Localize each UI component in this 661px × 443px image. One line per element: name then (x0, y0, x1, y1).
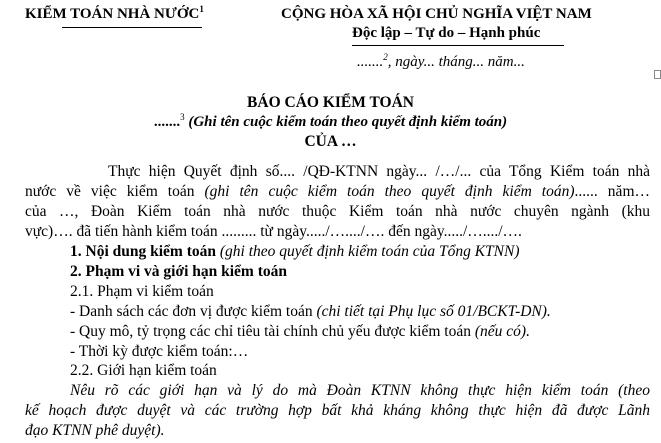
scope-item-2 (70, 323, 530, 341)
limit-line-2: kế hoạch được duyệt và các trường hợp bất khả kháng không thực hiện đã được Lãnh (25, 402, 650, 419)
agency-name (25, 6, 204, 23)
scope-item-2-note: (nếu có). (474, 323, 530, 340)
limit-line-3: đạo KTNN phê duyệt). (25, 422, 165, 439)
footnote-ref-1: 1 (199, 4, 204, 14)
section-1 (70, 243, 520, 261)
footnote-ref-3: 3 (180, 112, 185, 122)
section-1-note: (ghi theo quyết định kiểm toán của Tổng KTNN) (216, 243, 520, 260)
report-of: CỦA … (304, 133, 357, 150)
place-date-prefix: ....... (357, 54, 384, 70)
p1-line-1: Thực hiện Quyết định số.... /QĐ-KTNN ngày... /…/... của Tổng Kiểm toán nhà (108, 163, 650, 180)
scope-item-2-text: - Quy mô, tỷ trọng các chỉ tiêu tài chính chủ yếu được kiểm toán (70, 323, 475, 340)
country-title: CỘNG HÒA XÃ HỘI CHỦ NGHĨA VIỆT NAM (281, 6, 592, 22)
margin-marker-icon (654, 70, 661, 79)
agency-underline (62, 27, 202, 28)
national-motto: Độc lập – Tự do – Hạnh phúc (352, 25, 541, 41)
report-title: BÁO CÁO KIỂM TOÁN (247, 94, 414, 111)
footnote-ref-2: 2 (383, 52, 388, 62)
scope-item-3: - Thời kỳ được kiểm toán:… (70, 343, 249, 360)
place-date-text: , ngày... tháng... năm... (387, 54, 525, 70)
section-2-1-title: 2.1. Phạm vi kiểm toán (70, 283, 214, 300)
p1-line-2-note: (ghi tên cuộc kiểm toán theo quyết định kiểm toán) (204, 183, 575, 200)
motto-underline (352, 45, 564, 46)
p1-line-2 (25, 183, 650, 201)
scope-item-1-note: (chi tiết tại Phụ lục số 01/BCKT-DN). (316, 303, 551, 320)
limit-line-1: Nêu rõ các giới hạn và lý do mà Đoàn KTNN không thực hiện kiểm toán (theo (70, 382, 650, 399)
section-1-title: 1. Nội dung kiểm toán (70, 243, 216, 260)
p1-line-4: vực)…. đã tiến hành kiểm toán ......... từ ngày...../…..../…. đến ngày...../…..../…. (25, 223, 522, 240)
scope-item-1-text: - Danh sách các đơn vị được kiểm toán (70, 303, 317, 320)
section-2-2-title: 2.2. Giới hạn kiểm toán (70, 362, 217, 379)
subtitle-text: (Ghi tên cuộc kiểm toán theo quyết định kiểm toán) (184, 114, 508, 130)
place-date (357, 54, 525, 71)
section-2-title: 2. Phạm vi và giới hạn kiểm toán (70, 263, 287, 280)
p1-line-2-text: nước về việc kiểm toán (25, 183, 205, 200)
p1-line-2-tail: ...... năm… (574, 183, 650, 200)
subtitle-prefix: ....... (153, 114, 181, 130)
scope-item-1 (70, 303, 551, 321)
report-subtitle (0, 114, 661, 131)
p1-line-3: của …, Đoàn Kiểm toán nhà nước thuộc Kiểm toán nhà nước chuyên ngành (khu (25, 203, 650, 220)
agency-name-text: KIỂM TOÁN NHÀ NƯỚC (25, 6, 200, 22)
